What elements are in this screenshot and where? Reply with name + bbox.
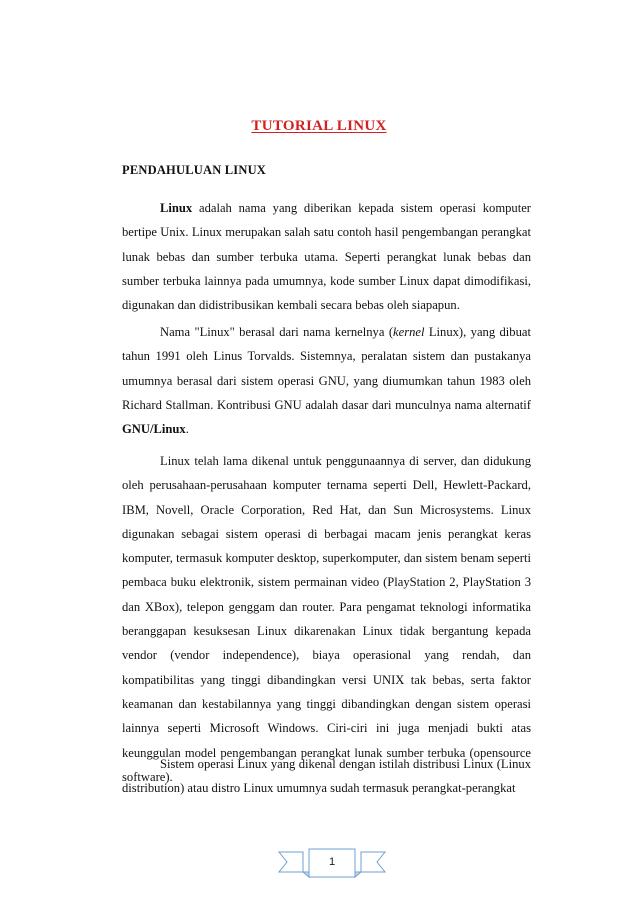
page-number-ribbon [277, 848, 387, 880]
paragraph-3 [122, 449, 531, 789]
document-title: TUTORIAL LINUX [251, 118, 387, 134]
page-number: 1 [328, 856, 336, 868]
paragraph-1 [122, 196, 531, 317]
paragraph-2 [122, 320, 531, 441]
paragraph-1-bold-lead: Linux [160, 201, 193, 215]
paragraph-2-text-b: Linux), yang dibuat tahun 1991 oleh Linus Torvalds. Sistemnya, peralatan sistem dan pustakanya umumnya berasal dari sistem operasi GNU, yang diumumkan tahun 1983 oleh Richard Stallman. Kontribusi GNU adalah dasar dari munculnya nama alternatif [122, 325, 531, 412]
paragraph-1-text: adalah nama yang diberikan kepada sistem operasi komputer bertipe Unix. Linux merupakan salah satu contoh hasil pengembangan perangkat lunak bebas dan sumber terbuka utama. Seperti perangkat lunak bebas dan sumber terbuka lainnya pada umumnya, kode sumber Linux dapat dimodifikasi, digunakan dan didistribusikan kembali secara bebas oleh siapapun. [122, 201, 531, 313]
paragraph-3-text: Linux telah lama dikenal untuk penggunaannya di server, dan didukung oleh perusahaan-perusahaan komputer ternama seperti Dell, Hewlett-Packard, IBM, Novell, Oracle Corporation, Red Hat, dan Sun Microsystems. Linux digunakan sebagai sistem operasi di berbagai macam jenis perangkat keras komputer, termasuk komputer desktop, superkomputer, dan sistem benam seperti pembaca buku elektronik, sistem permainan video (PlayStation 2, PlayStation 3 dan XBox), telepon genggam dan router. Para pengamat teknologi informatika beranggapan kesuksesan Linux dikarenakan Linux tidak bergantung kepada vendor (vendor independence), biaya operasional yang rendah, dan kompatibilitas yang tinggi dibandingkan versi UNIX tak bebas, serta faktor keamanan dan kestabilannya yang tinggi dibandingkan dengan sistem operasi lainnya seperti Microsoft Windows. Ciri-ciri ini juga menjadi bukti atas keunggulan model pengembangan perangkat lunak sumber terbuka (opensource software). [122, 454, 531, 784]
paragraph-4 [122, 752, 531, 801]
paragraph-2-end: . [185, 422, 189, 437]
paragraph-2-text-a: Nama "Linux" berasal dari nama kernelnya ( [160, 325, 394, 339]
paragraph-2-bold-tail: GNU/Linux [122, 422, 186, 437]
section-heading: PENDAHULUAN LINUX [122, 163, 267, 177]
paragraph-2-italic: kernel [393, 325, 425, 339]
paragraph-4-text: Sistem operasi Linux yang dikenal dengan istilah distribusi Linux (Linux distribution) atau distro Linux umumnya sudah termasuk perangkat-perangkat [122, 757, 531, 796]
